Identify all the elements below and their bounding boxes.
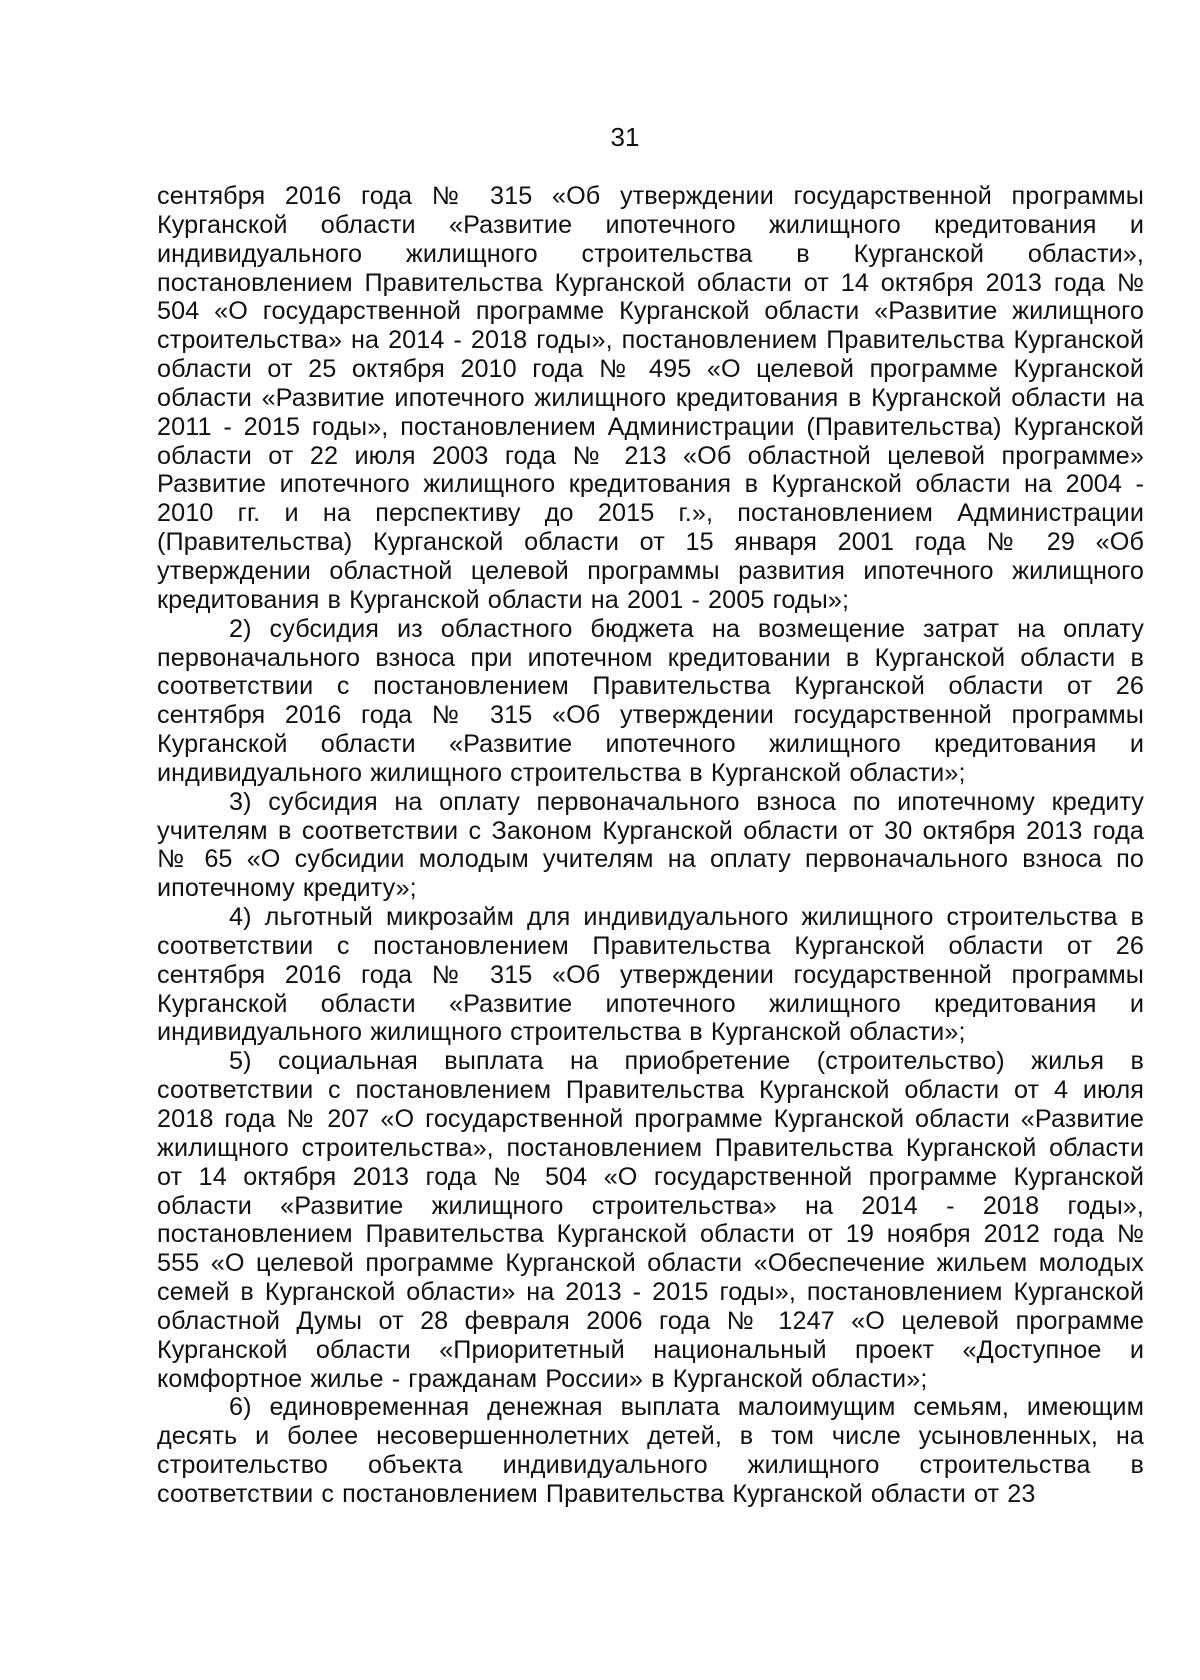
document-body (157, 182, 1144, 1509)
list-item-3: 3) субсидия на оплату первоначального взноса по ипотечному кредиту учителям в соответствии с Законом Курганской области от 30 октября 2013 года № 65 «О субсидии молодым учителям на оплату первоначального взноса по ипотечному кредиту»; (157, 787, 1144, 903)
page-number: 31 (610, 122, 640, 152)
list-item-6: 6) единовременная денежная выплата малоимущим семьям, имеющим десять и более несовершеннолетних детей, в том числе усыновленных, на строительство объекта индивидуального жилищного строительства в соответствии с постановлением Правительства Курганской области от 23 (157, 1393, 1144, 1508)
list-item-5: 5) социальная выплата на приобретение (строительство) жилья в соответствии с постановлением Правительства Курганской области от 4 июля 2018 года № 207 «О государственной программе Курганской области «Развитие жилищного строительства», постановлением Правительства Курганской области от 14 октября 2013 года № 504 «О государственной программе Курганской области «Развитие жилищного строительства» на 2014 - 2018 годы», постановлением Правительства Курганской области от 19 ноября 2012 года № 555 «О целевой программе Курганской области «Обеспечение жильем молодых семей в Курганской области» на 2013 - 2015 годы», постановлением Курганской областной Думы от 28 февраля 2006 года № 1247 «О целевой программе Курганской области «Приоритетный национальный проект «Доступное и комфортное жилье - гражданам России» в Курганской области»; (157, 1047, 1144, 1393)
paragraph-continuation: сентября 2016 года № 315 «Об утверждении государственной программы Курганской области «Развитие ипотечного жилищного кредитования и индивидуального жилищного строительства в Курганской области», постановлением Правительства Курганской области от 14 октября 2013 года № 504 «О государственной программе Курганской области «Развитие жилищного строительства» на 2014 - 2018 годы», постановлением Правительства Курганской области от 25 октября 2010 года № 495 «О целевой программе Курганской области «Развитие ипотечного жилищного кредитования в Курганской области на 2011 - 2015 годы», постановлением Администрации (Правительства) Курганской области от 22 июля 2003 года № 213 «Об областной целевой программе» Развитие ипотечного жилищного кредитования в Курганской области на 2004 - 2010 гг. и на перспективу до 2015 г.», постановлением Администрации (Правительства) Курганской области от 15 января 2001 года № 29 «Об утверждении областной целевой программы развития ипотечного жилищного кредитования в Курганской области на 2001 - 2005 годы»; (157, 182, 1144, 614)
list-item-2: 2) субсидия из областного бюджета на возмещение затрат на оплату первоначального взноса при ипотечном кредитовании в Курганской области в соответствии с постановлением Правительства Курганской области от 26 сентября 2016 года № 315 «Об утверждении государственной программы Курганской области «Развитие ипотечного жилищного кредитования и индивидуального жилищного строительства в Курганской области»; (157, 614, 1144, 787)
list-item-4: 4) льготный микрозайм для индивидуального жилищного строительства в соответствии с постановлением Правительства Курганской области от 26 сентября 2016 года № 315 «Об утверждении государственной программы Курганской области «Развитие ипотечного жилищного кредитования и индивидуального жилищного строительства в Курганской области»; (157, 903, 1144, 1047)
